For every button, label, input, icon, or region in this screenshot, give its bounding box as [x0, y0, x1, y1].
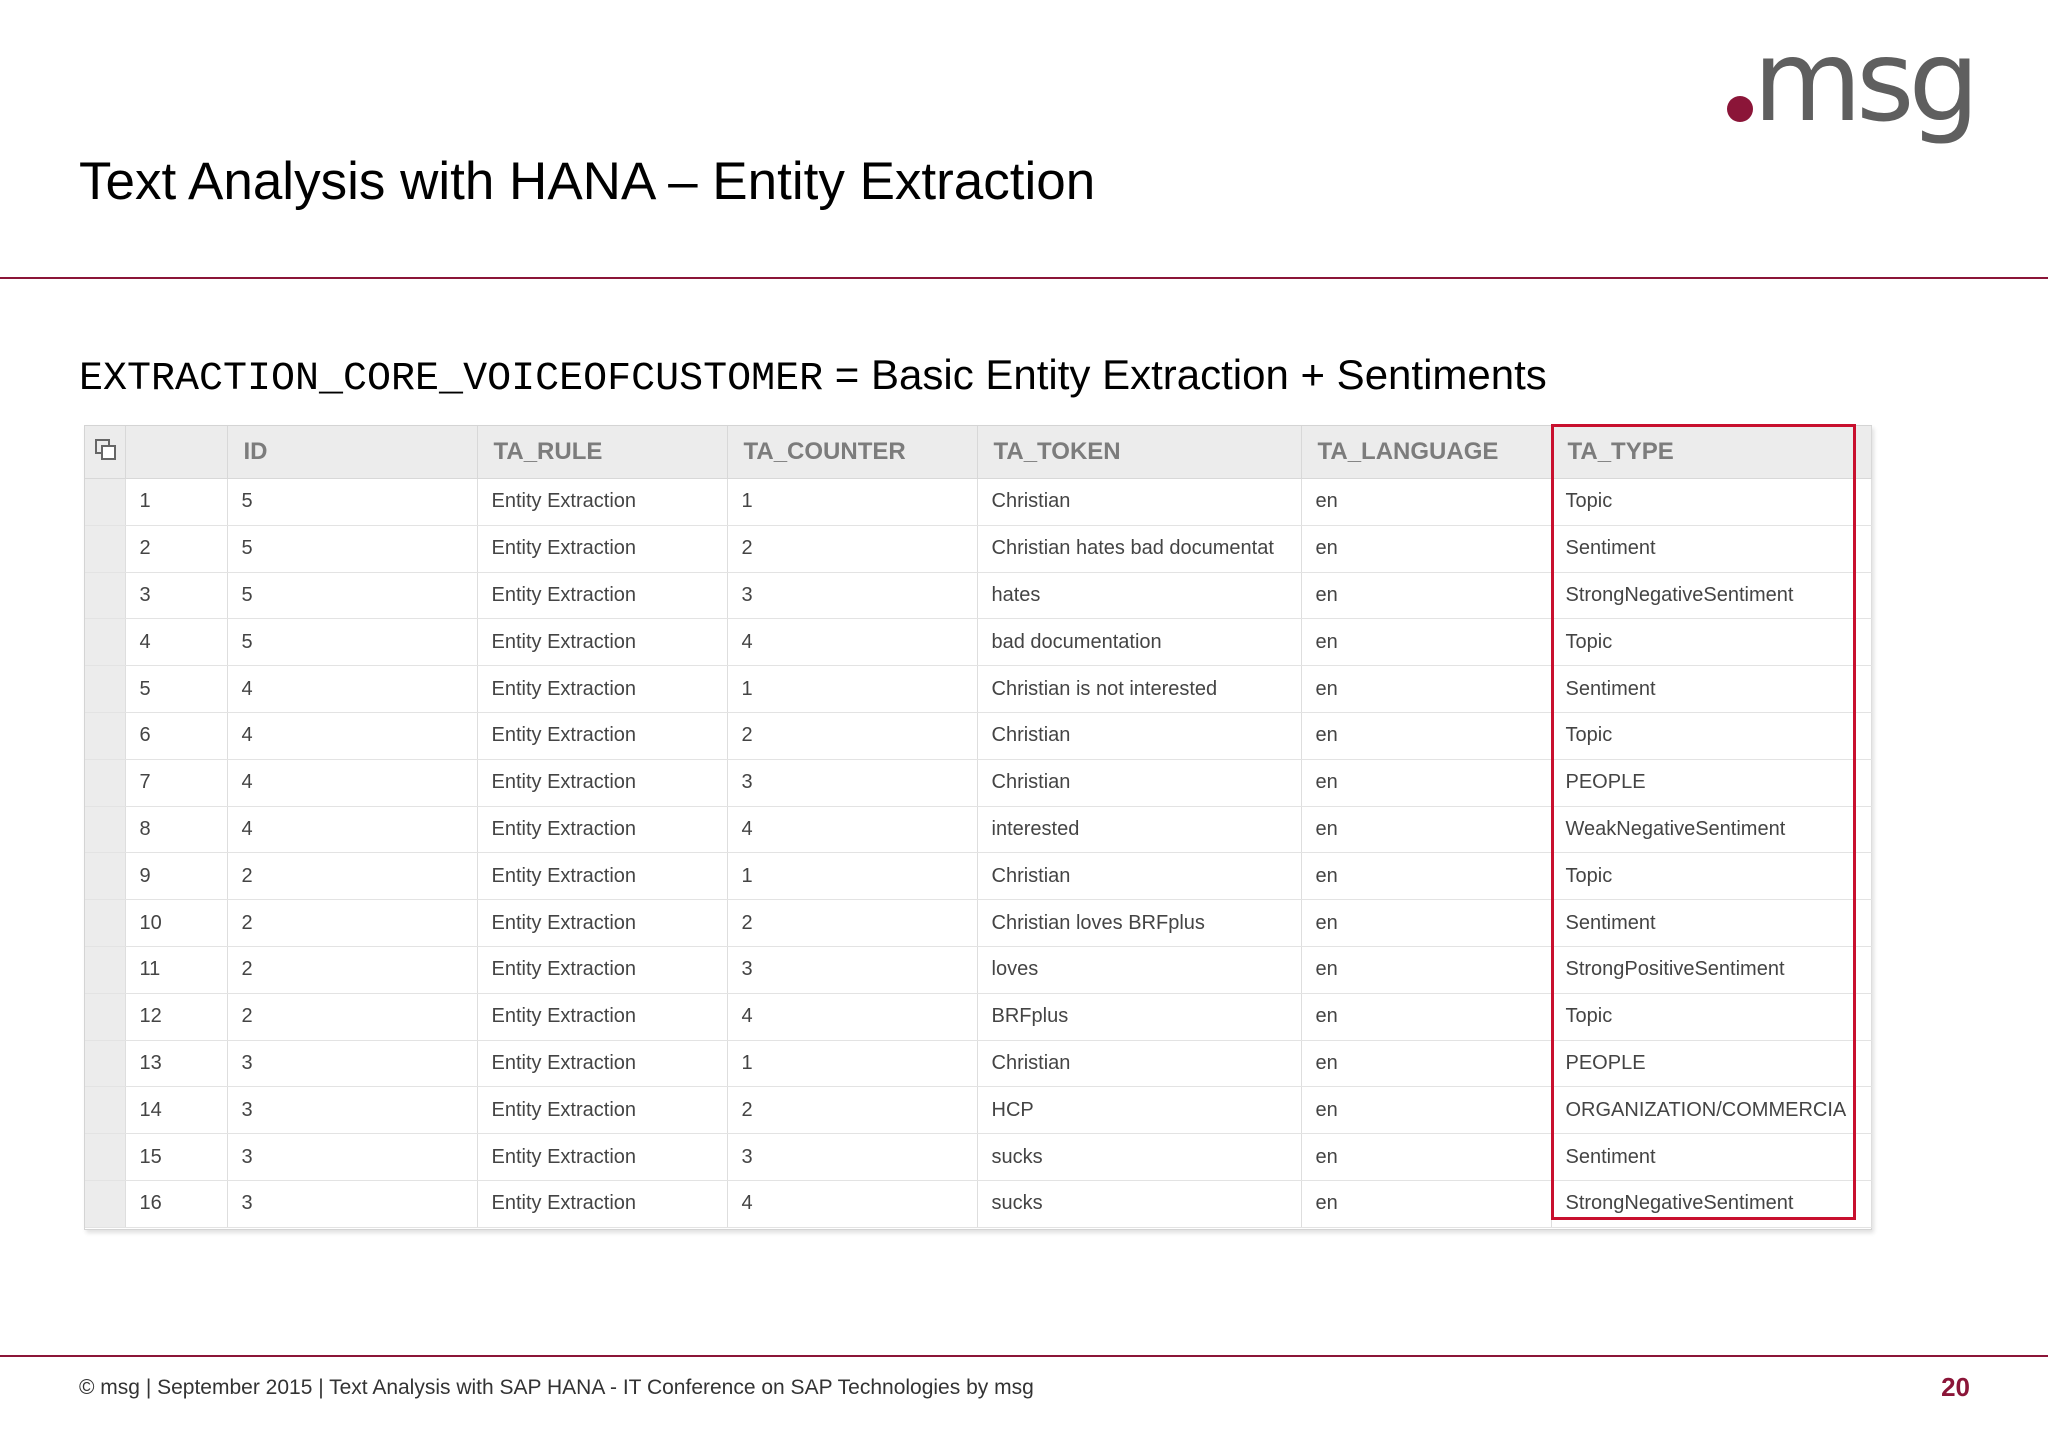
table-row[interactable] — [85, 993, 1871, 1040]
cell-ta-type: Topic — [1551, 479, 1871, 526]
row-number-cell: 2 — [125, 525, 227, 572]
column-header-ta-type[interactable]: TA_TYPE — [1551, 426, 1871, 479]
row-selector[interactable] — [85, 759, 125, 806]
table-row[interactable] — [85, 1134, 1871, 1181]
table-row[interactable] — [85, 479, 1871, 526]
table-row[interactable] — [85, 712, 1871, 759]
cell-id: 4 — [227, 666, 477, 713]
header-divider — [0, 277, 2048, 279]
row-number-cell: 4 — [125, 619, 227, 666]
cell-ta-token: Christian — [977, 1040, 1301, 1087]
row-number-cell: 16 — [125, 1180, 227, 1227]
cell-ta-language: en — [1301, 1087, 1551, 1134]
cell-ta-language: en — [1301, 619, 1551, 666]
row-number-cell: 11 — [125, 946, 227, 993]
cell-ta-counter: 3 — [727, 946, 977, 993]
row-number-cell: 15 — [125, 1134, 227, 1181]
row-selector[interactable] — [85, 1087, 125, 1134]
column-header-ta-language[interactable]: TA_LANGUAGE — [1301, 426, 1551, 479]
cell-id: 5 — [227, 619, 477, 666]
row-selector[interactable] — [85, 666, 125, 713]
cell-ta-token: BRFplus — [977, 993, 1301, 1040]
cell-ta-counter: 3 — [727, 1134, 977, 1181]
cell-ta-type: StrongNegativeSentiment — [1551, 572, 1871, 619]
subtitle — [79, 350, 1547, 404]
row-selector[interactable] — [85, 712, 125, 759]
cell-ta-token: Christian — [977, 479, 1301, 526]
cell-ta-language: en — [1301, 1134, 1551, 1181]
cell-id: 2 — [227, 900, 477, 947]
row-selector[interactable] — [85, 572, 125, 619]
cell-ta-type: PEOPLE — [1551, 759, 1871, 806]
table-row[interactable] — [85, 806, 1871, 853]
cell-id: 3 — [227, 1087, 477, 1134]
cell-ta-counter: 4 — [727, 619, 977, 666]
cell-id: 3 — [227, 1180, 477, 1227]
row-selector[interactable] — [85, 900, 125, 947]
row-selector[interactable] — [85, 479, 125, 526]
cell-ta-token: Christian — [977, 712, 1301, 759]
cell-id: 4 — [227, 712, 477, 759]
cell-ta-counter: 3 — [727, 572, 977, 619]
cell-ta-rule: Entity Extraction — [477, 666, 727, 713]
cell-ta-rule: Entity Extraction — [477, 712, 727, 759]
cell-ta-language: en — [1301, 666, 1551, 713]
table-row[interactable] — [85, 1040, 1871, 1087]
cell-ta-token: hates — [977, 572, 1301, 619]
cell-ta-rule: Entity Extraction — [477, 993, 727, 1040]
msg-logo — [1727, 17, 1974, 148]
cell-ta-rule: Entity Extraction — [477, 1040, 727, 1087]
cell-ta-type: Topic — [1551, 712, 1871, 759]
row-number-cell: 3 — [125, 572, 227, 619]
page-number: 20 — [1941, 1372, 1970, 1402]
cell-ta-rule: Entity Extraction — [477, 853, 727, 900]
row-number-cell: 7 — [125, 759, 227, 806]
cell-ta-token: Christian — [977, 853, 1301, 900]
cell-ta-language: en — [1301, 525, 1551, 572]
cell-ta-counter: 4 — [727, 993, 977, 1040]
copy-icon — [95, 439, 115, 459]
row-number-header — [125, 426, 227, 479]
footer-text: © msg | September 2015 | Text Analysis with SAP HANA - IT Conference on SAP Technologies by msg — [79, 1376, 1034, 1399]
cell-ta-counter: 4 — [727, 806, 977, 853]
column-header-ta-token[interactable]: TA_TOKEN — [977, 426, 1301, 479]
cell-ta-type: Sentiment — [1551, 666, 1871, 713]
cell-ta-token: Christian hates bad documentat — [977, 525, 1301, 572]
row-number-cell: 10 — [125, 900, 227, 947]
cell-ta-language: en — [1301, 900, 1551, 947]
row-selector[interactable] — [85, 946, 125, 993]
cell-ta-counter: 4 — [727, 1180, 977, 1227]
row-number-cell: 9 — [125, 853, 227, 900]
result-table — [84, 425, 1872, 1230]
cell-ta-language: en — [1301, 993, 1551, 1040]
table-row[interactable] — [85, 619, 1871, 666]
row-selector[interactable] — [85, 619, 125, 666]
cell-ta-counter: 1 — [727, 853, 977, 900]
copy-button[interactable] — [85, 426, 125, 479]
table-row[interactable] — [85, 666, 1871, 713]
cell-ta-counter: 1 — [727, 666, 977, 713]
cell-ta-counter: 2 — [727, 1087, 977, 1134]
row-number-cell: 5 — [125, 666, 227, 713]
cell-ta-rule: Entity Extraction — [477, 1087, 727, 1134]
page-title: Text Analysis with HANA – Entity Extraction — [79, 152, 1096, 211]
cell-id: 2 — [227, 853, 477, 900]
table-row[interactable] — [85, 946, 1871, 993]
cell-ta-type: StrongNegativeSentiment — [1551, 1180, 1871, 1227]
cell-ta-type: Topic — [1551, 619, 1871, 666]
cell-ta-rule: Entity Extraction — [477, 479, 727, 526]
cell-id: 4 — [227, 806, 477, 853]
cell-ta-language: en — [1301, 1180, 1551, 1227]
cell-ta-language: en — [1301, 712, 1551, 759]
table-row[interactable] — [85, 525, 1871, 572]
column-header-ta-counter[interactable]: TA_COUNTER — [727, 426, 977, 479]
row-selector[interactable] — [85, 806, 125, 853]
cell-ta-token: Christian — [977, 759, 1301, 806]
row-number-cell: 13 — [125, 1040, 227, 1087]
cell-ta-counter: 1 — [727, 1040, 977, 1087]
cell-ta-counter: 1 — [727, 479, 977, 526]
table-row[interactable] — [85, 900, 1871, 947]
subtitle-text: = Basic Entity Extraction + Sentiments — [823, 351, 1547, 398]
table-row[interactable] — [85, 759, 1871, 806]
column-header-ta-rule[interactable]: TA_RULE — [477, 426, 727, 479]
row-selector[interactable] — [85, 853, 125, 900]
cell-ta-counter: 2 — [727, 900, 977, 947]
cell-id: 5 — [227, 572, 477, 619]
cell-ta-token: interested — [977, 806, 1301, 853]
cell-ta-rule: Entity Extraction — [477, 1134, 727, 1181]
cell-ta-type: Topic — [1551, 993, 1871, 1040]
cell-ta-rule: Entity Extraction — [477, 759, 727, 806]
cell-ta-rule: Entity Extraction — [477, 1180, 727, 1227]
cell-ta-token: bad documentation — [977, 619, 1301, 666]
cell-ta-type: PEOPLE — [1551, 1040, 1871, 1087]
cell-ta-token: Christian is not interested — [977, 666, 1301, 713]
cell-ta-rule: Entity Extraction — [477, 525, 727, 572]
row-number-cell: 8 — [125, 806, 227, 853]
cell-ta-type: StrongPositiveSentiment — [1551, 946, 1871, 993]
cell-ta-token: Christian loves BRFplus — [977, 900, 1301, 947]
logo-dot — [1727, 96, 1753, 122]
cell-id: 5 — [227, 525, 477, 572]
row-number-cell: 1 — [125, 479, 227, 526]
cell-ta-language: en — [1301, 759, 1551, 806]
cell-ta-type: ORGANIZATION/COMMERCIA — [1551, 1087, 1871, 1134]
footer-divider — [0, 1355, 2048, 1357]
cell-id: 2 — [227, 993, 477, 1040]
cell-ta-counter: 3 — [727, 759, 977, 806]
row-selector[interactable] — [85, 1134, 125, 1181]
cell-id: 3 — [227, 1040, 477, 1087]
row-selector[interactable] — [85, 525, 125, 572]
cell-id: 2 — [227, 946, 477, 993]
logo-text: msg — [1753, 17, 1974, 147]
column-header-id[interactable]: ID — [227, 426, 477, 479]
cell-ta-rule: Entity Extraction — [477, 619, 727, 666]
cell-ta-language: en — [1301, 572, 1551, 619]
cell-ta-language: en — [1301, 946, 1551, 993]
row-number-cell: 14 — [125, 1087, 227, 1134]
cell-ta-counter: 2 — [727, 712, 977, 759]
cell-id: 5 — [227, 479, 477, 526]
table-row[interactable] — [85, 853, 1871, 900]
cell-ta-rule: Entity Extraction — [477, 572, 727, 619]
cell-ta-token: loves — [977, 946, 1301, 993]
cell-ta-rule: Entity Extraction — [477, 806, 727, 853]
cell-ta-rule: Entity Extraction — [477, 946, 727, 993]
cell-ta-token: sucks — [977, 1134, 1301, 1181]
cell-ta-token: sucks — [977, 1180, 1301, 1227]
cell-ta-type: WeakNegativeSentiment — [1551, 806, 1871, 853]
cell-ta-language: en — [1301, 853, 1551, 900]
row-number-cell: 12 — [125, 993, 227, 1040]
row-selector[interactable] — [85, 993, 125, 1040]
row-selector[interactable] — [85, 1180, 125, 1227]
row-selector[interactable] — [85, 1040, 125, 1087]
cell-ta-type: Sentiment — [1551, 900, 1871, 947]
cell-ta-language: en — [1301, 806, 1551, 853]
table-row[interactable] — [85, 1087, 1871, 1134]
cell-id: 3 — [227, 1134, 477, 1181]
cell-ta-type: Sentiment — [1551, 1134, 1871, 1181]
cell-ta-token: HCP — [977, 1087, 1301, 1134]
cell-id: 4 — [227, 759, 477, 806]
cell-ta-counter: 2 — [727, 525, 977, 572]
table-row[interactable] — [85, 572, 1871, 619]
table-row[interactable] — [85, 1180, 1871, 1227]
cell-ta-type: Sentiment — [1551, 525, 1871, 572]
cell-ta-type: Topic — [1551, 853, 1871, 900]
cell-ta-rule: Entity Extraction — [477, 900, 727, 947]
subtitle-code: EXTRACTION_CORE_VOICEOFCUSTOMER — [79, 357, 824, 402]
table-header-row — [85, 426, 1871, 479]
cell-ta-language: en — [1301, 479, 1551, 526]
cell-ta-language: en — [1301, 1040, 1551, 1087]
row-number-cell: 6 — [125, 712, 227, 759]
